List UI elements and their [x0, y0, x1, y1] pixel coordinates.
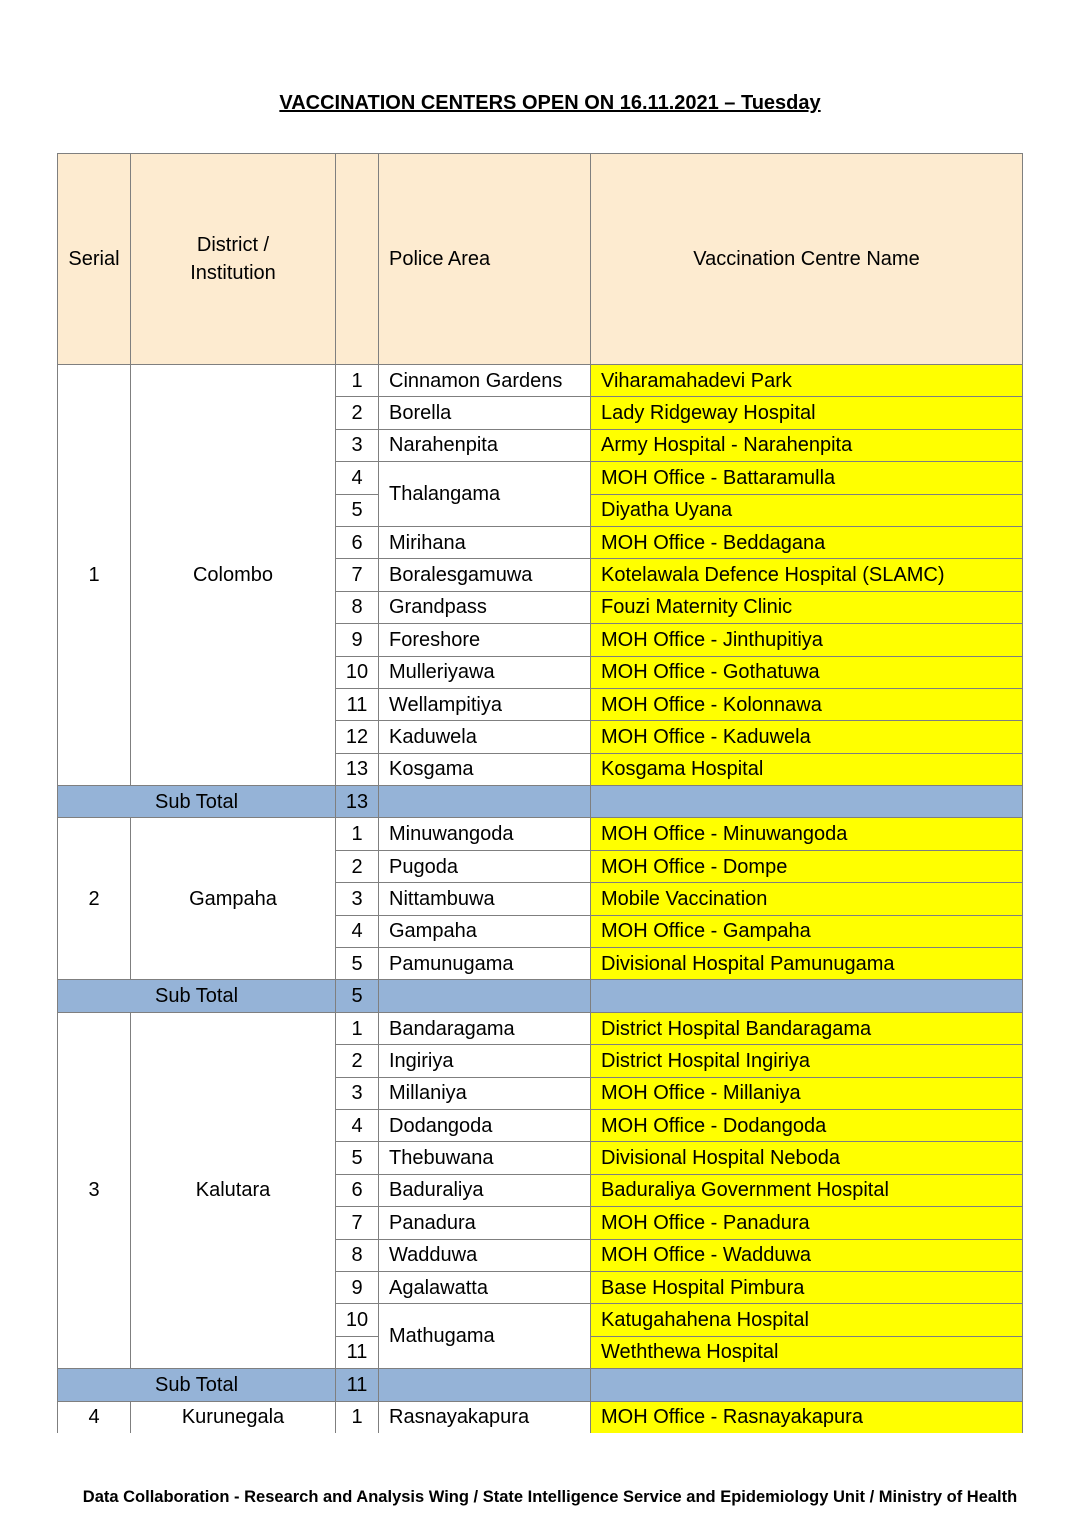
vaccination-centre: District Hospital Ingiriya	[591, 1045, 1023, 1077]
vaccination-centre: Lady Ridgeway Hospital	[591, 397, 1023, 429]
sub-total-empty-area	[379, 980, 591, 1012]
row-number: 9	[336, 1271, 379, 1303]
header-serial: Serial	[58, 154, 131, 365]
row-number: 10	[336, 656, 379, 688]
vaccination-centre: MOH Office - Rasnayakapura	[591, 1401, 1023, 1433]
police-area: Thebuwana	[379, 1142, 591, 1174]
police-area: Millaniya	[379, 1077, 591, 1109]
police-area: Pugoda	[379, 850, 591, 882]
vaccination-centre: Base Hospital Pimbura	[591, 1271, 1023, 1303]
district-serial: 4	[58, 1401, 131, 1433]
vaccination-centre: MOH Office - Dodangoda	[591, 1109, 1023, 1141]
row-number: 5	[336, 948, 379, 980]
vaccination-centre: Divisional Hospital Pamunugama	[591, 948, 1023, 980]
vaccination-centre: Kotelawala Defence Hospital (SLAMC)	[591, 559, 1023, 591]
police-area: Thalangama	[379, 462, 591, 527]
district-name: Kalutara	[131, 1012, 336, 1368]
police-area: Kaduwela	[379, 721, 591, 753]
police-area: Agalawatta	[379, 1271, 591, 1303]
page-title: VACCINATION CENTERS OPEN ON 16.11.2021 – Tuesday	[279, 92, 821, 114]
vaccination-centre: Mobile Vaccination	[591, 883, 1023, 915]
police-area: Boralesgamuwa	[379, 559, 591, 591]
police-area: Bandaragama	[379, 1012, 591, 1044]
row-number: 6	[336, 1174, 379, 1206]
row-number: 7	[336, 1207, 379, 1239]
district-serial: 3	[58, 1012, 131, 1368]
police-area: Ingiriya	[379, 1045, 591, 1077]
table-row	[58, 1401, 1023, 1433]
header-number	[336, 154, 379, 365]
police-area: Mathugama	[379, 1304, 591, 1369]
police-area: Wellampitiya	[379, 688, 591, 720]
police-area: Dodangoda	[379, 1109, 591, 1141]
police-area: Foreshore	[379, 624, 591, 656]
sub-total-label: Sub Total	[58, 786, 336, 818]
vaccination-centre: MOH Office - Minuwangoda	[591, 818, 1023, 850]
police-area: Panadura	[379, 1207, 591, 1239]
table-row	[58, 365, 1023, 397]
police-area: Pamunugama	[379, 948, 591, 980]
row-number: 1	[336, 1012, 379, 1044]
row-number: 2	[336, 397, 379, 429]
row-number: 4	[336, 915, 379, 947]
header-district: District / Institution	[131, 154, 336, 365]
row-number: 3	[336, 429, 379, 461]
row-number: 1	[336, 1401, 379, 1433]
table-header-row	[58, 154, 1023, 365]
row-number: 1	[336, 818, 379, 850]
row-number: 11	[336, 1336, 379, 1368]
vaccination-centre: MOH Office - Panadura	[591, 1207, 1023, 1239]
header-police-area: Police Area	[379, 154, 591, 365]
row-number: 13	[336, 753, 379, 785]
police-area: Kosgama	[379, 753, 591, 785]
row-number: 2	[336, 1045, 379, 1077]
vaccination-centre: Viharamahadevi Park	[591, 365, 1023, 397]
vaccination-centre: Baduraliya Government Hospital	[591, 1174, 1023, 1206]
vaccination-centre: MOH Office - Kaduwela	[591, 721, 1023, 753]
vaccination-centre: Fouzi Maternity Clinic	[591, 591, 1023, 623]
row-number: 5	[336, 1142, 379, 1174]
police-area: Rasnayakapura	[379, 1401, 591, 1433]
district-name: Colombo	[131, 365, 336, 786]
vaccination-centre: MOH Office - Beddagana	[591, 526, 1023, 558]
row-number: 11	[336, 688, 379, 720]
row-number: 5	[336, 494, 379, 526]
district-serial: 2	[58, 818, 131, 980]
vaccination-centre: MOH Office - Gampaha	[591, 915, 1023, 947]
row-number: 6	[336, 526, 379, 558]
police-area: Wadduwa	[379, 1239, 591, 1271]
row-number: 4	[336, 462, 379, 494]
vaccination-centre: Kosgama Hospital	[591, 753, 1023, 785]
sub-total-empty-centre	[591, 786, 1023, 818]
sub-total-value: 5	[336, 980, 379, 1012]
vaccination-centre: District Hospital Bandaragama	[591, 1012, 1023, 1044]
police-area: Grandpass	[379, 591, 591, 623]
sub-total-empty-area	[379, 786, 591, 818]
row-number: 3	[336, 1077, 379, 1109]
police-area: Mulleriyawa	[379, 656, 591, 688]
row-number: 7	[336, 559, 379, 591]
police-area: Nittambuwa	[379, 883, 591, 915]
sub-total-row	[58, 786, 1023, 818]
vaccination-centre: MOH Office - Jinthupitiya	[591, 624, 1023, 656]
police-area: Narahenpita	[379, 429, 591, 461]
row-number: 10	[336, 1304, 379, 1336]
police-area: Cinnamon Gardens	[379, 365, 591, 397]
police-area: Baduraliya	[379, 1174, 591, 1206]
police-area: Minuwangoda	[379, 818, 591, 850]
district-name: Kurunegala	[131, 1401, 336, 1433]
police-area: Borella	[379, 397, 591, 429]
vaccination-centre: Divisional Hospital Neboda	[591, 1142, 1023, 1174]
table-row	[58, 1012, 1023, 1044]
header-centre-name: Vaccination Centre Name	[591, 154, 1023, 365]
row-number: 2	[336, 850, 379, 882]
vaccination-centre: MOH Office - Wadduwa	[591, 1239, 1023, 1271]
district-name: Gampaha	[131, 818, 336, 980]
vaccination-centre: Diyatha Uyana	[591, 494, 1023, 526]
vaccination-centre: MOH Office - Kolonnawa	[591, 688, 1023, 720]
row-number: 12	[336, 721, 379, 753]
vaccination-centre: Katugahahena Hospital	[591, 1304, 1023, 1336]
sub-total-row	[58, 980, 1023, 1012]
sub-total-empty-centre	[591, 1369, 1023, 1401]
sub-total-empty-area	[379, 1369, 591, 1401]
vaccination-centre: MOH Office - Battaramulla	[591, 462, 1023, 494]
sub-total-label: Sub Total	[58, 1369, 336, 1401]
vaccination-centres-table	[57, 153, 1023, 1433]
police-area: Gampaha	[379, 915, 591, 947]
sub-total-value: 13	[336, 786, 379, 818]
sub-total-value: 11	[336, 1369, 379, 1401]
vaccination-centre: Army Hospital - Narahenpita	[591, 429, 1023, 461]
police-area: Mirihana	[379, 526, 591, 558]
vaccination-centre: MOH Office - Millaniya	[591, 1077, 1023, 1109]
row-number: 9	[336, 624, 379, 656]
row-number: 4	[336, 1109, 379, 1141]
footer-credit: Data Collaboration - Research and Analysis Wing / State Intelligence Service and Epidemiology Unit / Ministry of Health	[82, 1488, 1018, 1506]
sub-total-row	[58, 1369, 1023, 1401]
row-number: 8	[336, 1239, 379, 1271]
sub-total-label: Sub Total	[58, 980, 336, 1012]
vaccination-centre: MOH Office - Dompe	[591, 850, 1023, 882]
district-serial: 1	[58, 365, 131, 786]
sub-total-empty-centre	[591, 980, 1023, 1012]
row-number: 8	[336, 591, 379, 623]
vaccination-centre: MOH Office - Gothatuwa	[591, 656, 1023, 688]
table-row	[58, 818, 1023, 850]
vaccination-centre: Weththewa Hospital	[591, 1336, 1023, 1368]
row-number: 1	[336, 365, 379, 397]
row-number: 3	[336, 883, 379, 915]
